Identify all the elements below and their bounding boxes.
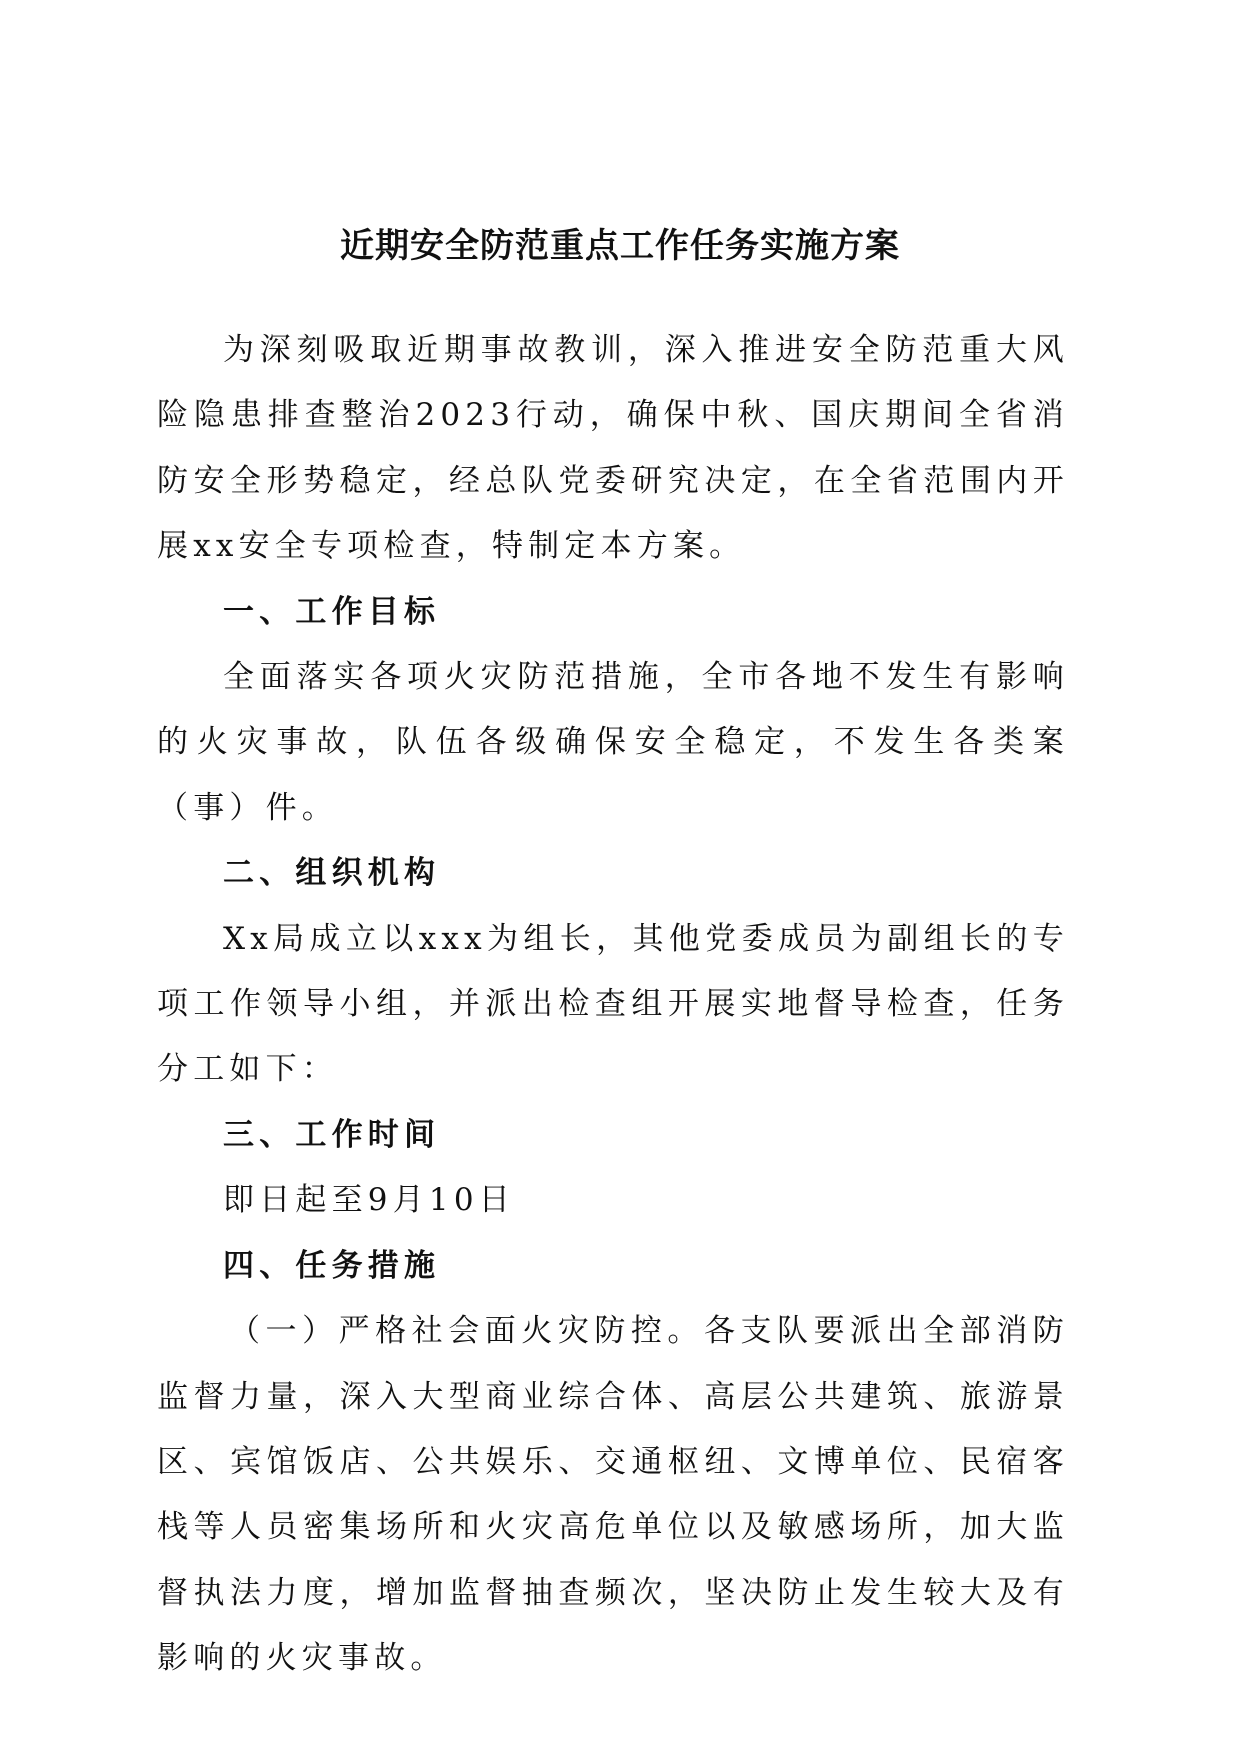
section-body-goals: 全面落实各项火灾防范措施，全市各地不发生有影响的火灾事故，队伍各级确保安全稳定，不发生各类案（事）件。: [157, 659, 1069, 826]
document-title: 近期安全防范重点工作任务实施方案: [340, 226, 900, 266]
section-heading-organization: 二、组织机构: [223, 855, 441, 892]
intro-paragraph: 为深刻吸取近期事故教训，深入推进安全防范重大风险隐患排查整治2023行动，确保中秋、国庆期间全省消防安全形势稳定，经总队党委研究决定，在全省范围内开展xx安全专项检查，特制定本方案。: [157, 332, 1069, 565]
section-heading-measures: 四、任务措施: [223, 1247, 441, 1284]
document-body: [157, 318, 1069, 1692]
section-heading-schedule: 三、工作时间: [223, 1116, 441, 1153]
section-body-measures: （一）严格社会面火灾防控。各支队要派出全部消防监督力量，深入大型商业综合体、高层公共建筑、旅游景区、宾馆饭店、公共娱乐、交通枢纽、文博单位、民宿客栈等人员密集场所和火灾高危单位以及敏感场所，加大监督执法力度，增加监督抽查频次，坚决防止发生较大及有影响的火灾事故。: [157, 1313, 1069, 1677]
section-body-schedule: 即日起至9月10日: [223, 1182, 515, 1219]
section-body-organization: Xx局成立以xxx为组长，其他党委成员为副组长的专项工作领导小组，并派出检查组开展实地督导检查，任务分工如下：: [157, 920, 1069, 1088]
section-heading-goals: 一、工作目标: [223, 593, 441, 630]
